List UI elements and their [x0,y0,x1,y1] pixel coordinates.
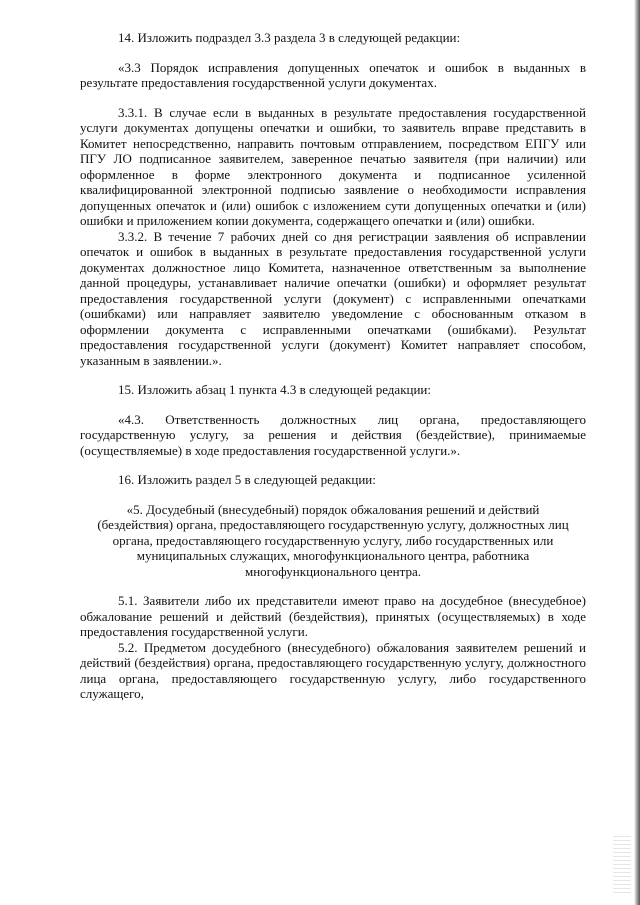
item-14-heading: 14. Изложить подраздел 3.3 раздела 3 в следующей редакции: [118,30,461,45]
item-15-heading: 15. Изложить абзац 1 пункта 4.3 в следующей редакции: [118,382,431,397]
scan-edge [634,0,640,905]
section-5-title: «5. Досудебный (внесудебный) порядок обжалования решений и действий (бездействия) органа, предоставляющего государственную услугу, должностных лиц органа, предоставляющего государственную услугу, либо государственных или муниципальных служащих, многофункционального центра, работника многофункционального центра. [97,501,569,579]
paragraph-3-3-1: 3.3.1. В случае если в выданных в результате предоставления государственной услуги документах допущены опечатки и ошибки, то заявитель вправе представить в Комитет непосредственно, направить почтовым отправлением, посредством ЕПГУ или ПГУ ЛО подписанное заявителем, заверенное печатью заявителя (при наличии) или оформленное в форме электронного документа и подписанное усиленной квалифицированной электронной подписью заявление о необходимости исправления допущенных опечаток и (или) ошибок с изложением сути допущенных опечатки и (или) ошибки и приложением копии документа, содержащего опечатки и (или) ошибки. [80,104,586,228]
document-body [80,30,586,702]
paragraph-5-2: 5.2. Предметом досудебного (внесудебного) обжалования заявителем решений и действий (бездействия) органа, предоставляющего государственную услугу, должностного лица органа, предоставляющего государственную услугу, либо государственного служащего, [80,639,586,701]
item-16-heading: 16. Изложить раздел 5 в следующей редакции: [118,472,376,487]
paragraph-5-1: 5.1. Заявители либо их представители имеют право на досудебное (внесудебное) обжалование решений и действий (бездействия), принятых (осуществляемых) в ходе предоставления государственной услуги. [80,593,586,639]
scan-artifact [613,836,631,896]
paragraph-4-3: «4.3. Ответственность должностных лиц органа, предоставляющего государственную услугу, за решения и действия (бездействие), принимаемые (осуществляемые) в ходе предоставления государственной услуги.». [80,411,586,458]
section-3-3-title: «3.3 Порядок исправления допущенных опечаток и ошибок в выданных в результате предоставления государственной услуги документах. [80,59,586,90]
paragraph-3-3-2: 3.3.2. В течение 7 рабочих дней со дня регистрации заявления об исправлении опечаток и ошибок в выданных в результате предоставления государственной услуги документах должностное лицо Комитета, назначенное ответственным за выполнение данной процедуры, устанавливает наличие опечатки (ошибки) и оформляет результат предоставления государственной услуги (документ) с исправленными опечатками (ошибками) или направляет заявителю уведомление с обоснованным отказом в оформлении документа с исправленными опечатками (ошибками). Результат предоставления государственной услуги (документ) Комитет направляет способом, указанным в заявлении.». [80,228,586,368]
